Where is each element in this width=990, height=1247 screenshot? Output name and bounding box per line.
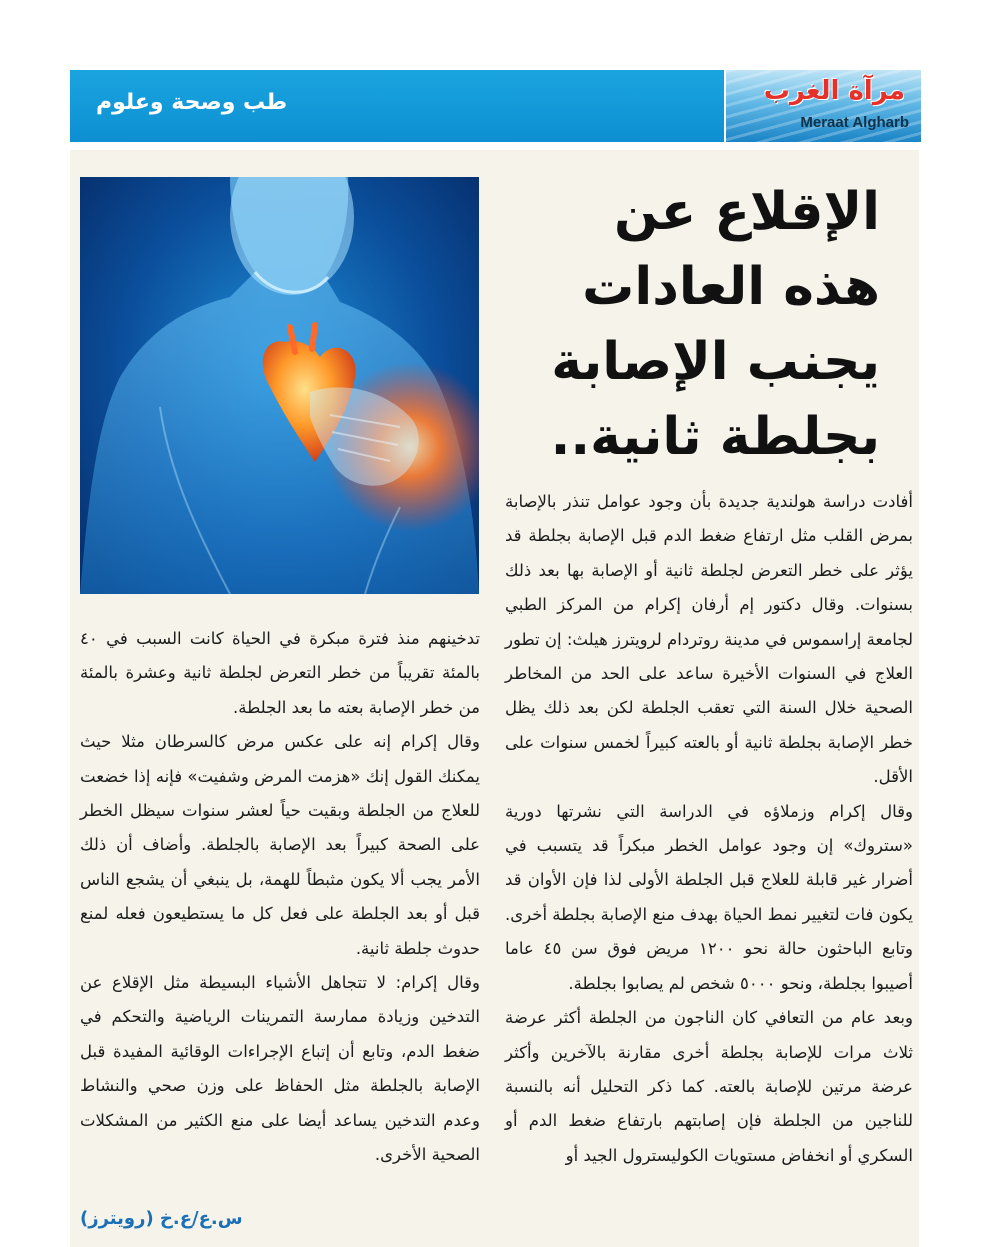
logo-latin-text: Meraat Algharb xyxy=(800,114,909,131)
publication-logo xyxy=(724,70,921,142)
section-title: طب وصحة وعلوم xyxy=(96,90,288,115)
paragraph: وبعد عام من التعافي كان الناجون من الجلطة أكثر عرضة ثلاث مرات للإصابة بجلطة أخرى مقارنة بالآخرين وأكثر عرضة مرتين للإصابة بالعته. كما ذكر التحليل أنه بالنسبة للناجين من الجلطة فإن إصابتهم بارتفاع ضغط الدم أو السكري أو انخفاض مستويات الكوليسترول الجيد أو xyxy=(505,1008,913,1165)
article-byline: س.ع/ع.خ (رويترز) xyxy=(80,1208,243,1229)
paragraph: أفادت دراسة هولندية جديدة بأن وجود عوامل تنذر بالإصابة بمرض القلب مثل ارتفاع ضغط الدم قبل الإصابة بجلطة قد يؤثر على خطر التعرض لجلطة ثانية أو الإصابة بها بعد ذلك بسنوات. وقال دكتور إم أرفان إكرام من المركز الطبي لجامعة إراسموس في مدينة روتردام لرويترز هيلث: إن تطور العلاج في السنوات الأخيرة ساعد على الحد من المخاطر الصحية خلال السنة التي تعقب الجلطة لكن بعد ذلك يظل خطر الإصابة بجلطة ثانية أو بالعته كبيراً لخمس سنوات على الأقل. xyxy=(505,492,913,787)
paragraph: وقال إكرام وزملاؤه في الدراسة التي نشرتها دورية «ستروك» إن وجود عوامل الخطر مبكراً قد يتسبب في أضرار غير قابلة للعلاج قبل الجلطة الأولى لذا فإن الأوان قد يكون فات لتغيير نمط الحياة بهدف منع الإصابة بجلطة أخرى. وتابع الباحثون حالة نحو ١٢٠٠ مريض فوق سن ٤٥ عاما أصيبوا بجلطة، ونحو ٥٠٠٠ شخص لم يصابوا بجلطة. xyxy=(505,801,914,993)
article-column-left xyxy=(80,622,480,1173)
paragraph: تدخينهم منذ فترة مبكرة في الحياة كانت السبب في ٤٠ بالمئة تقريباً من خطر التعرض لجلطة ثانية وعشرة بالمئة من خطر الإصابة بعته ما بعد الجلطة. xyxy=(80,629,480,717)
logo-arabic-text: مرآة الغرب xyxy=(763,76,905,106)
heart-attack-figure-icon xyxy=(80,177,479,594)
heart-attack-illustration xyxy=(80,177,479,594)
paragraph: وقال إكرام: لا تتجاهل الأشياء البسيطة مثل الإقلاع عن التدخين وزيادة ممارسة التمرينات الرياضية والتحكم في ضغط الدم، وتابع أن إتباع الإجراءات الوقائية المفيدة قبل الإصابة بالجلطة مثل الحفاظ على وزن صحي والنشاط وعدم التدخين يساعد أيضا على منع الكثير من المشكلات الصحية الأخرى. xyxy=(80,973,480,1165)
paragraph: وقال إكرام إنه على عكس مرض كالسرطان مثلا حيث يمكنك القول إنك «هزمت المرض وشفيت» فإنه إذا خضعت للعلاج من الجلطة وبقيت حياً لعشر سنوات سيظل الخطر على الصحة كبيراً بعد الإصابة بالجلطة. وأضاف أن ذلك الأمر يجب ألا يكون مثبطاً للهمة، بل ينبغي أن يشجع الناس قبل أو بعد الجلطة على فعل كل ما يستطيعون فعله لمنع حدوث جلطة ثانية. xyxy=(80,732,480,958)
article-column-right xyxy=(505,485,913,1173)
article-headline: الإقلاع عن هذه العادات يجنب الإصابة بجلطة ثانية.. xyxy=(550,182,880,467)
